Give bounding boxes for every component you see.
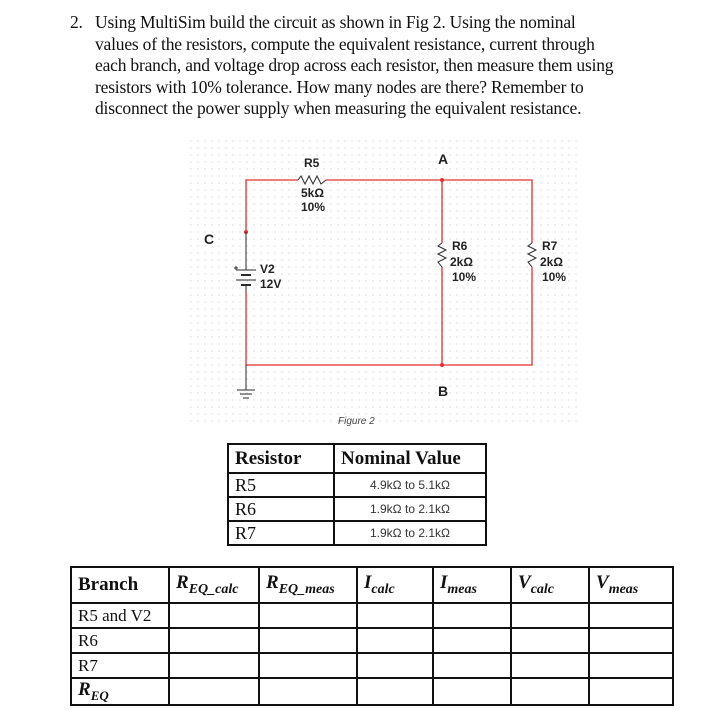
blank-cell[interactable] (589, 678, 673, 705)
blank-cell[interactable] (433, 603, 511, 628)
question-number: 2. (70, 12, 83, 32)
blank-cell[interactable] (169, 678, 259, 705)
r7-name: R7 (542, 239, 558, 253)
question-block (70, 12, 690, 120)
blank-cell[interactable] (433, 678, 511, 705)
nominal-value-cell: 4.9kΩ to 5.1kΩ (334, 473, 486, 497)
header-v-meas: $V_{meas}$ (589, 567, 673, 603)
blank-cell[interactable] (259, 628, 357, 653)
question-line: values of the resistors, compute the equivalent resistance, current through (95, 33, 595, 54)
v2-name: V2 (260, 262, 275, 276)
blank-cell[interactable] (357, 653, 433, 678)
circuit-diagram (190, 140, 580, 440)
blank-cell[interactable] (259, 678, 357, 705)
blank-cell[interactable] (169, 628, 259, 653)
table-row (228, 497, 486, 521)
blank-cell[interactable] (511, 628, 589, 653)
blank-cell[interactable] (589, 653, 673, 678)
table-row (228, 473, 486, 497)
r7-value: 2kΩ (540, 255, 563, 269)
branch-cell: $R_{EQ}$ (71, 678, 169, 705)
header-i-calc: $I_{calc}$ (357, 567, 433, 603)
r6-tolerance: 10% (452, 270, 477, 284)
header-req-meas: $R_{EQ\_meas}$ (259, 567, 357, 603)
resistor-cell: R7 (228, 521, 334, 545)
nominal-value-cell: 1.9kΩ to 2.1kΩ (334, 497, 486, 521)
branch-cell: R6 (71, 628, 169, 653)
question-line: resistors with 10% tolerance. How many nodes are there? Remember to (95, 76, 584, 97)
blank-cell[interactable] (589, 628, 673, 653)
table-row (71, 678, 673, 705)
blank-cell[interactable] (259, 653, 357, 678)
v2-value: 12V (260, 277, 282, 291)
header-nominal-value: Nominal Value (334, 444, 486, 473)
r5-tolerance: 10% (301, 200, 326, 214)
blank-cell[interactable] (511, 603, 589, 628)
table-row (71, 628, 673, 653)
node-a-dot (440, 178, 444, 182)
question-line: each branch, and voltage drop across each resistor, then measure them using (95, 55, 614, 75)
blank-cell[interactable] (357, 628, 433, 653)
header-resistor: Resistor (228, 444, 334, 473)
nominal-value-table (227, 443, 487, 546)
resistor-cell: R5 (228, 473, 334, 497)
blank-cell[interactable] (511, 678, 589, 705)
question-line: disconnect the power supply when measuring the equivalent resistance. (95, 98, 582, 118)
table-row (228, 521, 486, 545)
resistor-cell: R6 (228, 497, 334, 521)
blank-cell[interactable] (433, 628, 511, 653)
blank-cell[interactable] (511, 653, 589, 678)
r6-name: R6 (452, 239, 468, 253)
grid-background (190, 140, 580, 425)
branch-cell: R7 (71, 653, 169, 678)
header-branch: Branch (71, 567, 169, 603)
node-label-c: C (204, 231, 215, 247)
node-b-dot (440, 363, 444, 367)
question-line: Using MultiSim build the circuit as shown in Fig 2. Using the nominal (95, 12, 576, 32)
r6-value: 2kΩ (450, 255, 473, 269)
figure-caption: Figure 2 (338, 416, 375, 427)
blank-cell[interactable] (357, 678, 433, 705)
node-label-b: B (438, 383, 449, 399)
blank-cell[interactable] (357, 603, 433, 628)
r7-tolerance: 10% (542, 270, 567, 284)
blank-cell[interactable] (259, 603, 357, 628)
header-v-calc: $V_{calc}$ (511, 567, 589, 603)
header-req-calc: $R_{EQ\_calc}$ (169, 567, 259, 603)
blank-cell[interactable] (169, 653, 259, 678)
blank-cell[interactable] (589, 603, 673, 628)
header-i-meas: $I_{meas}$ (433, 567, 511, 603)
blank-cell[interactable] (433, 653, 511, 678)
nominal-value-cell: 1.9kΩ to 2.1kΩ (334, 521, 486, 545)
table-row (71, 653, 673, 678)
r5-name: R5 (304, 156, 320, 170)
r5-value: 5kΩ (301, 186, 324, 200)
measurement-table (70, 566, 674, 706)
table-row (71, 603, 673, 628)
node-label-a: A (438, 151, 449, 167)
branch-cell: R5 and V2 (71, 603, 169, 628)
blank-cell[interactable] (169, 603, 259, 628)
